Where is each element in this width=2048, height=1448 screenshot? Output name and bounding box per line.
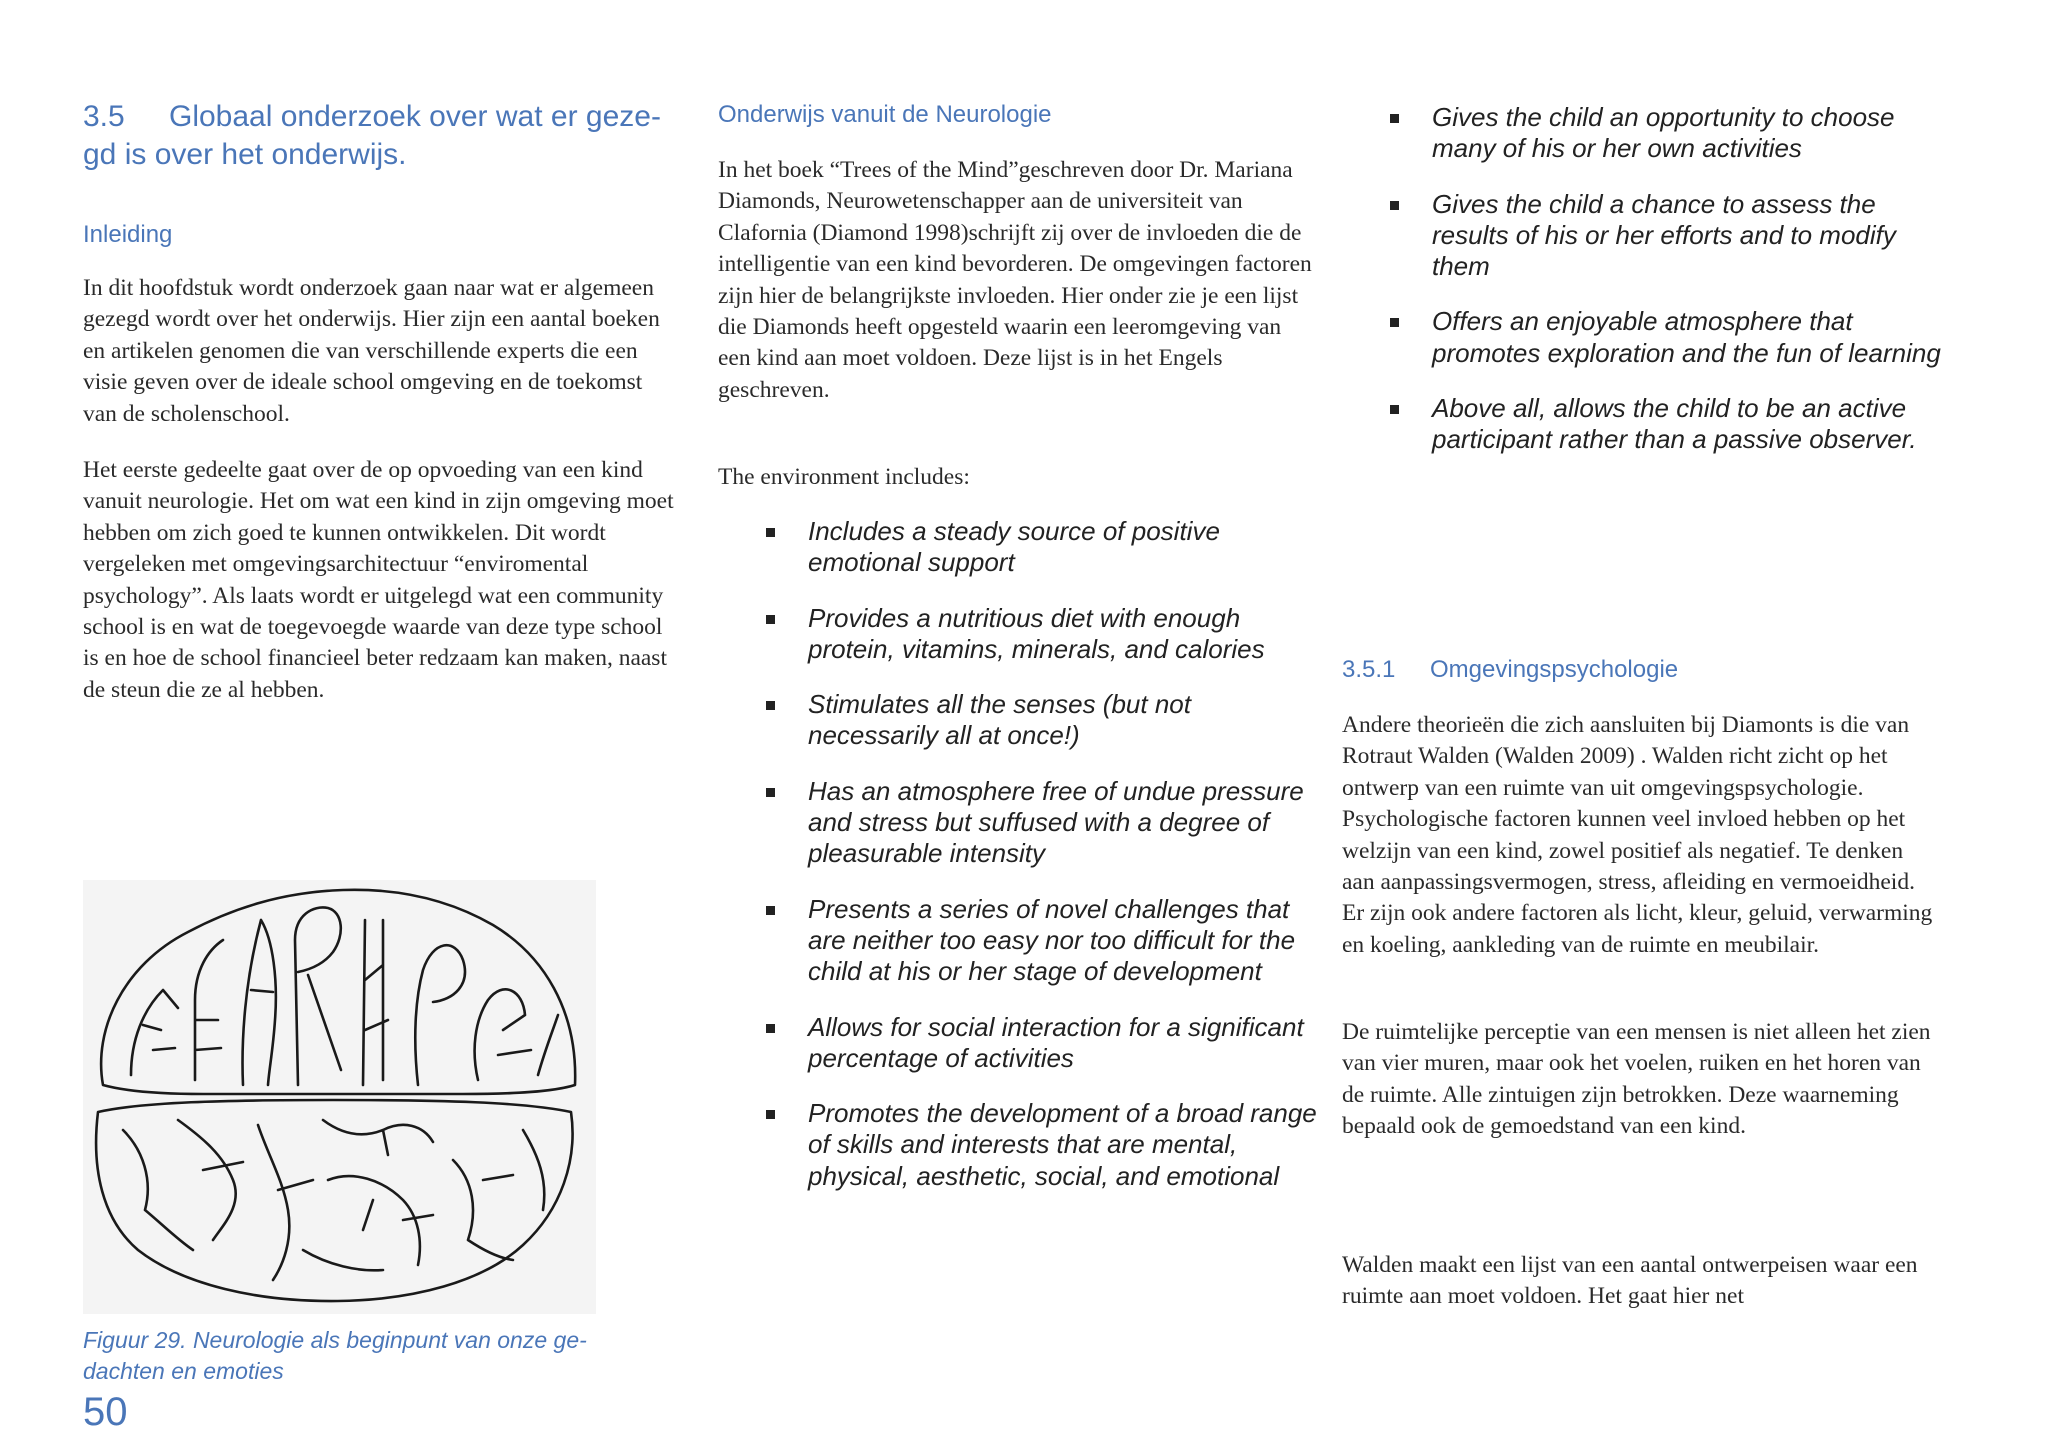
subsection-heading [1342, 655, 1678, 685]
figure-caption-line1: Figuur 29. Neurologie als beginpunt van onze ge- [83, 1327, 587, 1353]
figure-caption-line2: dachten en emoties [83, 1358, 284, 1384]
bullet-icon [766, 528, 775, 537]
environment-list [808, 516, 1328, 1192]
brain-drawing-icon [83, 880, 596, 1314]
list-item: Above all, allows the child to be an active participant rather than a passive observer. [1432, 393, 1944, 456]
bullet-icon [766, 906, 775, 915]
bullet-icon [766, 788, 775, 797]
section-number: 3.5 [83, 100, 125, 133]
bullet-icon [766, 1110, 775, 1119]
section-heading [83, 98, 683, 174]
list-item: Stimulates all the senses (but not necessarily all at once!) [808, 689, 1328, 752]
list-item: Promotes the development of a broad range of skills and interests that are mental, physical, aesthetic, social, and emotional [808, 1098, 1328, 1192]
brain-figure [83, 880, 596, 1314]
list-item: Allows for social interaction for a significant percentage of activities [808, 1012, 1328, 1075]
list-item: Gives the child an opportunity to choose many of his or her own activities [1432, 102, 1944, 165]
list-item: Presents a series of novel challenges that are neither too easy nor too difficult for the child at his or her stage of development [808, 894, 1328, 988]
section-title-line1: Globaal onderzoek over wat er geze- [169, 100, 661, 133]
column-2 [718, 0, 1318, 1448]
paragraph-diamond: In het boek “Trees of the Mind”geschreven door Dr. Mariana Diamonds, Neurowetenschapper aan de universiteit van Clafornia (Diamond 1998)schrijft zij over de invloeden die de intelligentie van een kind bevorderen. De omgevingen factoren zijn hier de belangrijkste invloeden. Hier onder zie je een lijst die Diamonds heeft opgesteld waarin een leeromgeving van een kind aan moet voldoen. Deze lijst is in het Engels geschreven. [718, 157, 1312, 403]
bullet-icon [1390, 114, 1399, 123]
bullet-icon [1390, 318, 1399, 327]
subsection-title: Omgevingspsychologie [1430, 656, 1679, 683]
page-number: 50 [83, 1390, 128, 1434]
subsection-number: 3.5.1 [1342, 656, 1396, 683]
figure-caption [83, 1325, 643, 1387]
paragraph-requirements: Walden maakt een lijst van een aantal ontwerpeisen waar een ruimte aan moet voldoen. Het gaat hier net [1342, 1252, 1918, 1310]
list-item: Includes a steady source of positive emotional support [808, 516, 1328, 579]
bullet-icon [766, 1024, 775, 1033]
bullet-icon [766, 615, 775, 624]
subheading-neurologie: Onderwijs vanuit de Neurologie [718, 101, 1052, 128]
section-title-line2: gd is over het onderwijs. [83, 138, 407, 171]
bullet-icon [766, 701, 775, 710]
list-item: Offers an enjoyable atmosphere that promotes exploration and the fun of learning [1432, 306, 1944, 369]
paragraph-intro: In dit hoofdstuk wordt onderzoek gaan naar wat er algemeen gezegd wordt over het onderwijs. Hier zijn een aantal boeken en artikelen genomen die van verschillende experts die een visie geven over de ideale school omgeving en de toekomst van de scholenschool. [83, 275, 660, 427]
bullet-icon [1390, 201, 1399, 210]
column-3 [1342, 0, 1952, 1448]
list-item: Has an atmosphere free of undue pressure and stress but suffused with a degree of pleasurable intensity [808, 776, 1328, 870]
list-intro: The environment includes: [718, 464, 970, 490]
subheading-inleiding: Inleiding [83, 221, 173, 248]
list-item: Provides a nutritious diet with enough protein, vitamins, minerals, and calories [808, 603, 1328, 666]
paragraph-walden: Andere theorieën die zich aansluiten bij Diamonts is die van Rotraut Walden (Walden 2009) . Walden richt zicht op het ontwerp van een ruimte van uit omgevingspsychologie. Psychologische factoren kunnen veel invloed hebben op het welzijn van een kind, zowel positief als negatief. Te denken aan aanpassingsvermogen, stress, afleiding en vermoeidheid. Er zijn ook andere factoren als licht, kleur, geluid, verwarming en koeling, aankleding van de ruimte en meubilair. [1342, 712, 1933, 958]
environment-list-continued [1432, 102, 1944, 456]
list-item: Gives the child a chance to assess the results of his or her efforts and to modify them [1432, 189, 1944, 283]
paragraph-overview: Het eerste gedeelte gaat over de op opvoeding van een kind vanuit neurologie. Het om wat een kind in zijn omgeving moet hebben om zich goed te kunnen ontwikkelen. Dit wordt vergeleken met omgevingsarchitectuur “enviromental psychology”. Als laats wordt er uitgelegd wat een community school is en wat de toegevoegde waarde van deze type school is en hoe de school financieel beter redzaam kan maken, naast de steun die ze al hebben. [83, 457, 674, 703]
bullet-icon [1390, 405, 1399, 414]
paragraph-perception: De ruimtelijke perceptie van een mensen is niet alleen het zien van vier muren, maar ook het voelen, ruiken en het horen van de ruimte. Alle zintuigen zijn betrokken. Deze waarneming bepaald ook de gemoedstand van een kind. [1342, 1019, 1931, 1140]
